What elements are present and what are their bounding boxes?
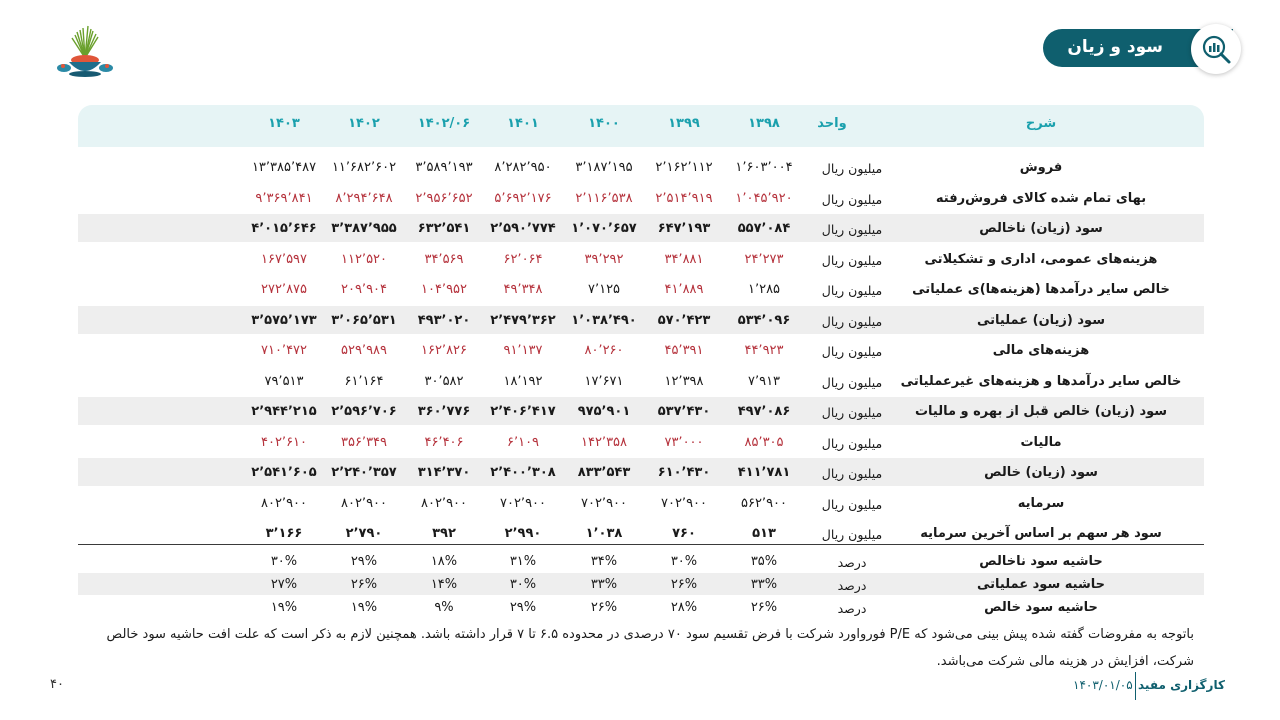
table-row — [78, 184, 1204, 212]
cell-5: ۲٬۷۹۰ — [345, 526, 383, 541]
cell-2: ۷۰۲٬۹۰۰ — [580, 496, 628, 511]
cell-6: ۳۰% — [270, 554, 298, 569]
row-unit: میلیون ریال — [821, 283, 883, 298]
table-row — [78, 428, 1204, 456]
cell-2: ۱٬۰۳۸٬۴۹۰ — [571, 313, 637, 328]
cell-5: ۲۰۹٬۹۰۴ — [340, 282, 388, 297]
cell-6: ۲۷۲٬۸۷۵ — [260, 282, 308, 297]
cell-0: ۴۱۱٬۷۸۱ — [737, 465, 791, 480]
cell-3: ۲٬۹۹۰ — [504, 526, 542, 541]
cell-0: ۳۳% — [750, 577, 778, 592]
row-unit: میلیون ریال — [821, 497, 883, 512]
cell-6: ۹٬۳۶۹٬۸۴۱ — [255, 191, 313, 206]
cell-2: ۱۴۲٬۳۵۸ — [580, 435, 628, 450]
cell-5: ۲٬۲۴۰٬۳۵۷ — [331, 465, 397, 480]
cell-6: ۷۹٬۵۱۳ — [264, 374, 304, 389]
cell-3: ۲٬۴۰۰٬۳۰۸ — [490, 465, 556, 480]
table-row — [78, 573, 1204, 595]
cell-5: ۳۵۶٬۳۴۹ — [340, 435, 388, 450]
cell-0: ۵۱۳ — [752, 526, 776, 541]
cell-5: ۱۱۲٬۵۲۰ — [340, 252, 388, 267]
cell-4: ۱۴% — [430, 577, 458, 592]
cell-0: ۵۳۴٬۰۹۶ — [737, 313, 791, 328]
cell-0: ۱٬۶۰۳٬۰۰۴ — [735, 160, 793, 175]
footer-brand: کارگزاری مفید — [1138, 678, 1225, 692]
row-label: سود (زیان) خالص قبل از بهره و مالیات — [914, 404, 1168, 419]
cell-4: ۹% — [434, 600, 454, 615]
table-row — [78, 214, 1204, 242]
cell-0: ۵۵۷٬۰۸۴ — [737, 221, 791, 236]
cell-1: ۶۴۷٬۱۹۳ — [657, 221, 711, 236]
cell-6: ۴٬۰۱۵٬۶۴۶ — [251, 221, 317, 236]
cell-6: ۲٬۹۴۴٬۲۱۵ — [251, 404, 317, 419]
row-unit: درصد — [837, 578, 867, 593]
cell-5: ۸۰۲٬۹۰۰ — [340, 496, 388, 511]
cell-6: ۷۱۰٬۴۷۲ — [260, 343, 308, 358]
table-row — [78, 397, 1204, 425]
cell-1: ۱۲٬۳۹۸ — [664, 374, 704, 389]
cell-6: ۱۳٬۳۸۵٬۴۸۷ — [251, 160, 317, 175]
cell-5: ۵۲۹٬۹۸۹ — [340, 343, 388, 358]
cell-4: ۳٬۵۸۹٬۱۹۳ — [415, 160, 473, 175]
cell-4: ۳۱۴٬۳۷۰ — [417, 465, 471, 480]
row-label: هزینه‌های عمومی، اداری و تشکیلاتی — [924, 252, 1158, 267]
cell-5: ۳٬۰۶۵٬۵۳۱ — [331, 313, 397, 328]
cell-4: ۲٬۹۵۶٬۶۵۲ — [415, 191, 473, 206]
cell-4: ۳۹۲ — [432, 526, 456, 541]
row-label: خالص سایر درآمدها و هزینه‌های غیرعملیاتی — [900, 374, 1182, 389]
table-row — [78, 306, 1204, 334]
header-year-3: ۱۴۰۱ — [507, 116, 539, 131]
cell-1: ۴۱٬۸۸۹ — [664, 282, 704, 297]
row-unit: میلیون ریال — [821, 222, 883, 237]
header-year-2: ۱۴۰۰ — [588, 116, 620, 131]
cell-2: ۸۰٬۲۶۰ — [584, 343, 624, 358]
cell-2: ۲٬۱۱۶٬۵۳۸ — [575, 191, 633, 206]
row-label: خالص سایر درآمدها (هزینه‌ها)ی عملیاتی — [912, 282, 1170, 297]
table-row — [78, 489, 1204, 517]
income-statement-table — [78, 105, 1204, 615]
header-description: شرح — [1025, 116, 1057, 131]
page-title: سود و زیان — [1067, 37, 1163, 57]
cell-1: ۵۷۰٬۴۲۳ — [657, 313, 711, 328]
row-label: سود (زیان) عملیاتی — [976, 313, 1105, 328]
row-unit: درصد — [837, 555, 867, 570]
cell-1: ۵۳۷٬۴۳۰ — [657, 404, 711, 419]
cell-2: ۷٬۱۲۵ — [587, 282, 621, 297]
header-unit: واحد — [817, 116, 847, 131]
analysis-magnifier-icon — [1191, 24, 1241, 74]
cell-2: ۹۷۵٬۹۰۱ — [577, 404, 631, 419]
table-row — [78, 550, 1204, 572]
cell-1: ۲۶% — [670, 577, 698, 592]
cell-6: ۲۷% — [270, 577, 298, 592]
row-label: سود هر سهم بر اساس آخرین سرمایه — [920, 526, 1162, 541]
header-year-0: ۱۳۹۸ — [748, 116, 780, 131]
cell-2: ۸۳۳٬۵۴۳ — [577, 465, 631, 480]
cell-2: ۳٬۱۸۷٬۱۹۵ — [575, 160, 633, 175]
footer-date: ۱۴۰۳/۰۱/۰۵ — [1073, 678, 1133, 692]
cell-0: ۴۴٬۹۲۳ — [744, 343, 784, 358]
row-label: حاشیه سود ناخالص — [979, 554, 1103, 569]
cell-6: ۱۶۷٬۵۹۷ — [260, 252, 308, 267]
header-year-1: ۱۳۹۹ — [668, 116, 700, 131]
cell-3: ۲٬۴۰۶٬۴۱۷ — [490, 404, 556, 419]
cell-5: ۱۱٬۶۸۲٬۶۰۲ — [331, 160, 397, 175]
cell-4: ۴۹۳٬۰۲۰ — [417, 313, 471, 328]
row-label: حاشیه سود عملیاتی — [976, 577, 1105, 592]
cell-3: ۶۲٬۰۶۴ — [503, 252, 543, 267]
cell-4: ۳۴٬۵۶۹ — [424, 252, 464, 267]
cell-6: ۲٬۵۴۱٬۶۰۵ — [251, 465, 317, 480]
cell-1: ۷۳٬۰۰۰ — [664, 435, 704, 450]
header-year-4: ۱۴۰۲/۰۶ — [417, 116, 471, 131]
cell-6: ۳٬۵۷۵٬۱۷۳ — [251, 313, 317, 328]
cell-3: ۸٬۲۸۲٬۹۵۰ — [494, 160, 552, 175]
table-row — [78, 275, 1204, 303]
cell-5: ۲۹% — [350, 554, 378, 569]
row-unit: میلیون ریال — [821, 466, 883, 481]
table-row — [78, 519, 1204, 547]
row-unit: میلیون ریال — [821, 436, 883, 451]
cell-4: ۳۶۰٬۷۷۶ — [417, 404, 471, 419]
cell-1: ۷۶۰ — [672, 526, 696, 541]
row-unit: میلیون ریال — [821, 314, 883, 329]
cell-0: ۲۶% — [750, 600, 778, 615]
cell-3: ۱۸٬۱۹۲ — [503, 374, 543, 389]
cell-5: ۲٬۵۹۶٬۷۰۶ — [331, 404, 397, 419]
table-row — [78, 245, 1204, 273]
cell-0: ۳۵% — [750, 554, 778, 569]
row-label: هزینه‌های مالی — [992, 343, 1090, 358]
row-unit: میلیون ریال — [821, 527, 883, 542]
cell-0: ۲۴٬۲۷۳ — [744, 252, 784, 267]
row-unit: میلیون ریال — [821, 192, 883, 207]
cell-1: ۷۰۲٬۹۰۰ — [660, 496, 708, 511]
cell-3: ۴۹٬۳۴۸ — [503, 282, 543, 297]
row-unit: میلیون ریال — [821, 375, 883, 390]
cell-6: ۸۰۲٬۹۰۰ — [260, 496, 308, 511]
cell-1: ۳۰% — [670, 554, 698, 569]
cell-4: ۴۶٬۴۰۶ — [424, 435, 464, 450]
cell-0: ۴۹۷٬۰۸۶ — [737, 404, 791, 419]
cell-3: ۲۹% — [509, 600, 537, 615]
header-year-6: ۱۴۰۳ — [268, 116, 300, 131]
row-label: مالیات — [1020, 435, 1062, 450]
row-label: حاشیه سود خالص — [984, 600, 1098, 615]
row-unit: میلیون ریال — [821, 405, 883, 420]
cell-6: ۴۰۲٬۶۱۰ — [260, 435, 308, 450]
cell-4: ۸۰۲٬۹۰۰ — [420, 496, 468, 511]
cell-1: ۴۵٬۳۹۱ — [664, 343, 704, 358]
cell-0: ۱٬۰۴۵٬۹۲۰ — [735, 191, 793, 206]
cell-4: ۶۳۲٬۵۴۱ — [417, 221, 471, 236]
cell-5: ۶۱٬۱۶۴ — [344, 374, 384, 389]
row-label: فروش — [1019, 160, 1063, 175]
row-label: سود (زیان) خالص — [984, 465, 1098, 480]
cell-3: ۳۰% — [509, 577, 537, 592]
cell-5: ۱۹% — [350, 600, 378, 615]
cell-6: ۳٬۱۶۶ — [265, 526, 303, 541]
sabzeh-logo — [55, 22, 115, 82]
table-row — [78, 336, 1204, 364]
cell-5: ۲۶% — [350, 577, 378, 592]
cell-2: ۱٬۰۳۸ — [585, 526, 623, 541]
cell-2: ۳۳% — [590, 577, 618, 592]
row-unit: میلیون ریال — [821, 253, 883, 268]
page-number: ۴۰ — [50, 677, 64, 692]
cell-4: ۱۸% — [430, 554, 458, 569]
table-row — [78, 367, 1204, 395]
cell-3: ۵٬۶۹۲٬۱۷۶ — [494, 191, 552, 206]
table-separator — [78, 544, 1204, 545]
cell-5: ۸٬۲۹۴٬۶۴۸ — [335, 191, 393, 206]
cell-1: ۲٬۵۱۴٬۹۱۹ — [655, 191, 713, 206]
row-unit: میلیون ریال — [821, 161, 883, 176]
row-label: سرمایه — [1017, 496, 1065, 511]
cell-0: ۸۵٬۳۰۵ — [744, 435, 784, 450]
cell-5: ۳٬۳۸۷٬۹۵۵ — [331, 221, 397, 236]
cell-2: ۱۷٬۶۷۱ — [584, 374, 624, 389]
row-unit: درصد — [837, 601, 867, 616]
cell-0: ۷٬۹۱۳ — [747, 374, 781, 389]
row-label: بهای تمام شده کالای فروش‌رفته — [935, 191, 1147, 206]
cell-3: ۲٬۴۷۹٬۳۶۲ — [490, 313, 556, 328]
cell-1: ۲٬۱۶۲٬۱۱۲ — [655, 160, 713, 175]
cell-2: ۲۶% — [590, 600, 618, 615]
cell-4: ۳۰٬۵۸۲ — [424, 374, 464, 389]
cell-1: ۲۸% — [670, 600, 698, 615]
cell-3: ۹۱٬۱۳۷ — [503, 343, 543, 358]
cell-0: ۵۶۲٬۹۰۰ — [740, 496, 788, 511]
cell-2: ۳۴% — [590, 554, 618, 569]
cell-1: ۶۱۰٬۴۳۰ — [657, 465, 711, 480]
table-row — [78, 458, 1204, 486]
footnote: باتوجه به مفروضات گفته شده پیش بینی می‌شود که P/E فورواورد شرکت با فرض تقسیم سود ۷۰ درصدی در محدوده ۶.۵ تا ۷ قرار داشته باشد. همچنین لازم به ذکر است که علت افت حاشیه سود خالص شرکت، افزایش در هزینه مالی شرکت می‌باشد. — [106, 627, 1194, 669]
footer-divider — [1135, 672, 1136, 700]
table-row — [78, 596, 1204, 618]
cell-4: ۱۰۴٬۹۵۲ — [420, 282, 468, 297]
cell-3: ۶٬۱۰۹ — [506, 435, 540, 450]
cell-0: ۱٬۲۸۵ — [747, 282, 781, 297]
cell-4: ۱۶۲٬۸۲۶ — [420, 343, 468, 358]
cell-1: ۳۴٬۸۸۱ — [664, 252, 704, 267]
table-row — [78, 153, 1204, 181]
cell-3: ۲٬۵۹۰٬۷۷۴ — [490, 221, 556, 236]
cell-2: ۳۹٬۲۹۲ — [584, 252, 624, 267]
cell-3: ۷۰۲٬۹۰۰ — [499, 496, 547, 511]
cell-6: ۱۹% — [270, 600, 298, 615]
cell-2: ۱٬۰۷۰٬۶۵۷ — [571, 221, 637, 236]
row-label: سود (زیان) ناخالص — [979, 221, 1103, 236]
cell-3: ۳۱% — [509, 554, 537, 569]
row-unit: میلیون ریال — [821, 344, 883, 359]
header-year-5: ۱۴۰۲ — [348, 116, 380, 131]
